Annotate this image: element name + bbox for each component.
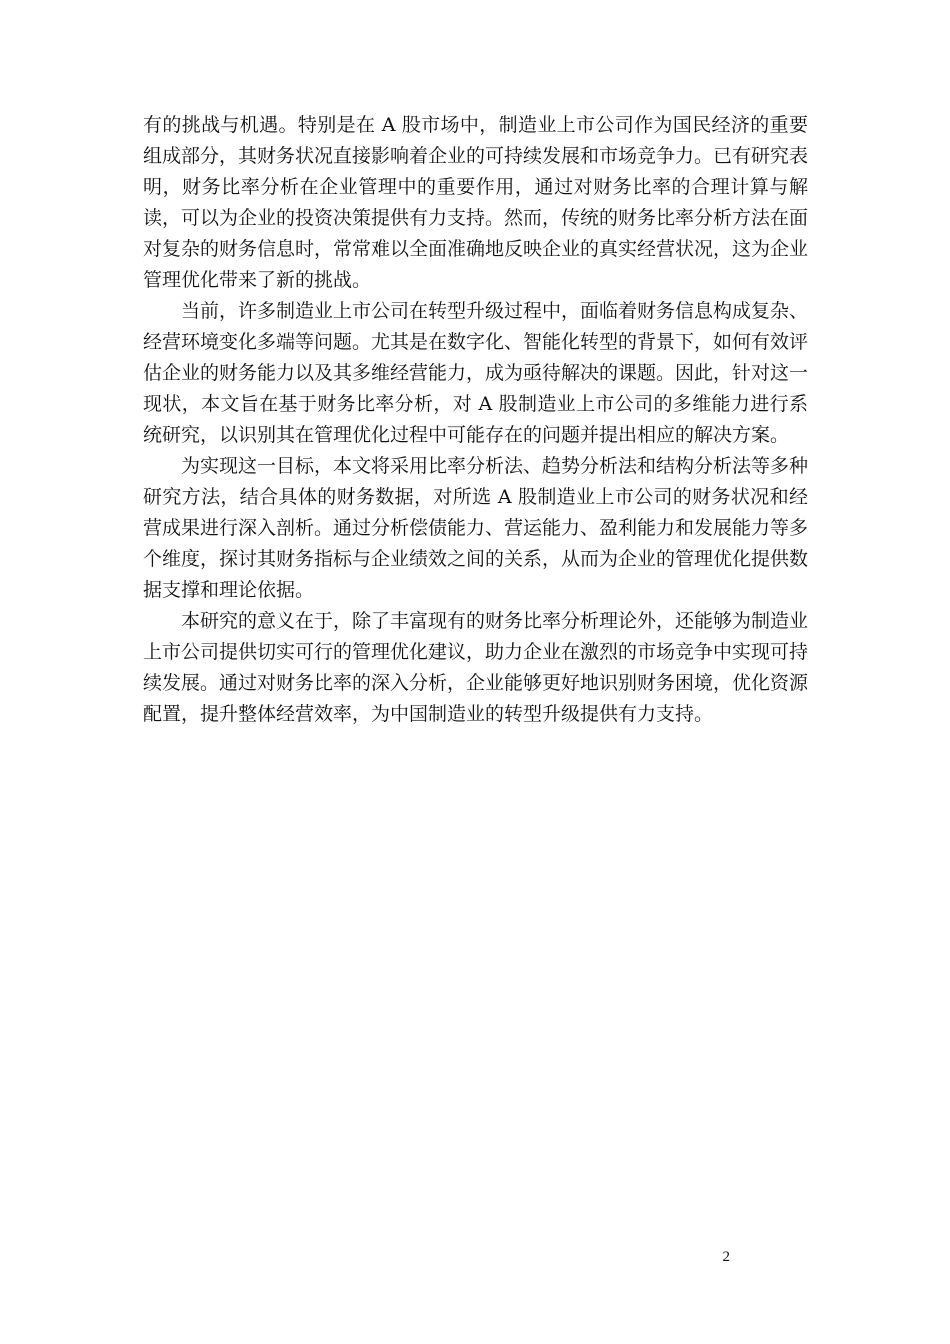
page-number: 2 bbox=[722, 1249, 730, 1265]
paragraph-continued: 有的挑战与机遇。特别是在 A 股市场中，制造业上市公司作为国民经济的重要组成部分，其财务状况直接影响着企业的可持续发展和市场竞争力。已有研究表明，财务比率分析在企业管理中的重要作用，通过对财务比率的合理计算与解读，可以为企业的投资决策提供有力支持。然而，传统的财务比率分析方法在面对复杂的财务信息时，常常难以全面准确地反映企业的真实经营状况，这为企业管理优化带来了新的挑战。 bbox=[143, 114, 809, 291]
paragraph: 为实现这一目标，本文将采用比率分析法、趋势分析法和结构分析法等多种研究方法，结合具体的财务数据，对所选 A 股制造业上市公司的财务状况和经营成果进行深入剖析。通过分析偿债能力、营运能力、盈利能力和发展能力等多个维度，探讨其财务指标与企业绩效之间的关系，从而为企业的管理优化提供数据支撑和理论依据。 bbox=[143, 455, 809, 601]
paragraph: 当前，许多制造业上市公司在转型升级过程中，面临着财务信息构成复杂、经营环境变化多端等问题。尤其是在数字化、智能化转型的背景下，如何有效评估企业的财务能力以及其多维经营能力，成为亟待解决的课题。因此，针对这一现状，本文旨在基于财务比率分析，对 A 股制造业上市公司的多维能力进行系统研究，以识别其在管理优化过程中可能存在的问题并提出相应的解决方案。 bbox=[143, 300, 809, 446]
body-text bbox=[143, 110, 808, 730]
paragraph: 本研究的意义在于，除了丰富现有的财务比率分析理论外，还能够为制造业上市公司提供切实可行的管理优化建议，助力企业在激烈的市场竞争中实现可持续发展。通过对财务比率的深入分析，企业能够更好地识别财务困境，优化资源配置，提升整体经营效率，为中国制造业的转型升级提供有力支持。 bbox=[143, 610, 809, 725]
